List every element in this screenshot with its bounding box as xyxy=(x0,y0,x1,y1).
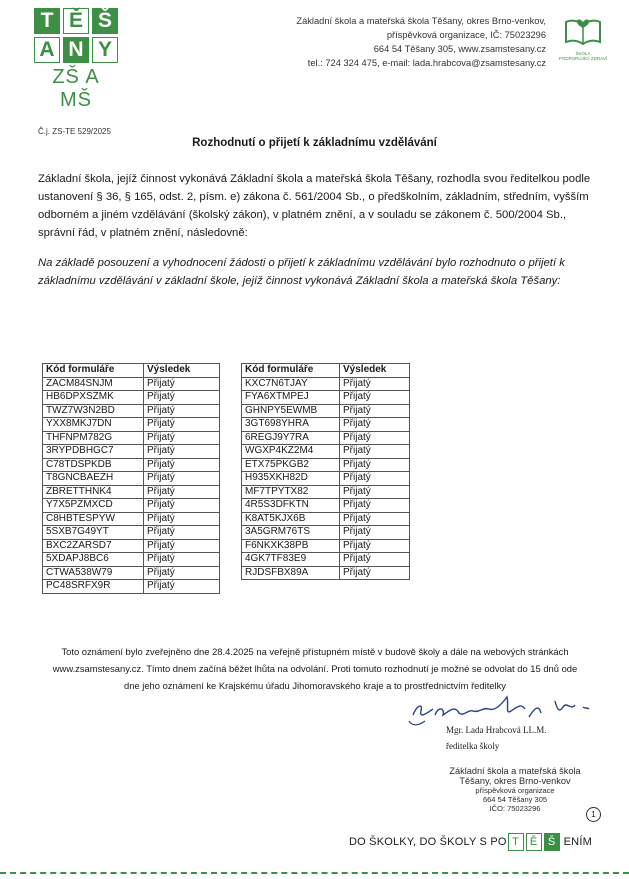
form-code-cell: WGXP4KZ2M4 xyxy=(242,445,340,459)
results-table-right xyxy=(241,363,410,580)
form-code-cell: 5SXB7G49YT xyxy=(43,526,144,540)
result-cell: Přijatý xyxy=(340,445,410,459)
signer-role: ředitelka školy xyxy=(446,741,500,751)
footer-divider xyxy=(0,872,629,874)
table-row xyxy=(242,553,410,567)
form-code-cell: KXC7N6TJAY xyxy=(242,377,340,391)
signer-name: Mgr. Lada Hrabcová LL.M. xyxy=(446,725,547,735)
table-row xyxy=(43,526,220,540)
healthy-caption: PODPORUJÍCÍ ZDRAVÍ xyxy=(558,56,608,61)
form-code-cell: C78TDSPKDB xyxy=(43,458,144,472)
form-code-cell: ETX75PKGB2 xyxy=(242,458,340,472)
form-code-cell: THFNPM782G xyxy=(43,431,144,445)
form-code-cell: PC48SRFX9R xyxy=(43,580,144,594)
header-line: příspěvková organizace, IČ: 75023296 xyxy=(386,30,546,40)
form-code-cell: RJDSFBX89A xyxy=(242,566,340,580)
result-cell: Přijatý xyxy=(340,458,410,472)
results-table-left xyxy=(42,363,220,594)
result-cell: Přijatý xyxy=(144,553,220,567)
table-row xyxy=(242,391,410,405)
result-cell: Přijatý xyxy=(340,553,410,567)
result-cell: Přijatý xyxy=(144,431,220,445)
result-cell: Přijatý xyxy=(144,404,220,418)
book-icon xyxy=(563,18,603,46)
logo-letter: T xyxy=(34,8,60,34)
reference-number: Č.j. ZS-TE 529/2025 xyxy=(38,127,111,136)
table-row xyxy=(43,580,220,594)
table-row xyxy=(43,566,220,580)
table-row xyxy=(43,553,220,567)
form-code-cell: F6NKXK38PB xyxy=(242,539,340,553)
form-code-cell: K8AT5KJX6B xyxy=(242,512,340,526)
result-cell: Přijatý xyxy=(144,485,220,499)
logo-letter: N xyxy=(63,37,89,63)
school-logo xyxy=(34,8,118,66)
form-code-cell: T8GNCBAEZH xyxy=(43,472,144,486)
result-cell: Přijatý xyxy=(144,458,220,472)
table-row xyxy=(242,404,410,418)
stamp-number: 1 xyxy=(586,807,601,822)
form-code-cell: H935XKH82D xyxy=(242,472,340,486)
table-row xyxy=(242,431,410,445)
table-row xyxy=(43,418,220,432)
form-code-cell: 6REGJ9Y7RA xyxy=(242,431,340,445)
form-code-cell: C8HBTESPYW xyxy=(43,512,144,526)
table-row xyxy=(242,458,410,472)
form-code-cell: 3A5GRM76TS xyxy=(242,526,340,540)
table-row xyxy=(242,472,410,486)
result-cell: Přijatý xyxy=(340,485,410,499)
decision-statement: Na základě posouzení a vyhodnocení žádosti o přijetí k základnímu vzdělávání bylo rozhodnuto o přijetí k základnímu vzdělávání v základní škole, jejíž činnost vykonává Základní škola a mateřská škola Těšany: xyxy=(38,257,565,287)
form-code-cell: 5XDAPJ8BC6 xyxy=(43,553,144,567)
slogan-letter: Š xyxy=(544,833,560,851)
publication-notice: Toto oznámení bylo zveřejněno dne 28.4.2025 na veřejně přístupném místě v budově školy a dále na webových stránkách www.zsamstesany.cz. Tímto dnem začíná běžet lhůta na odvolání. Proti tomuto rozhodnutí je možné se odvolat do 15 dnů ode dne jeho oznámení ke Krajskému úřadu Jihomoravského kraje a to prostřednictvím ředitelky xyxy=(52,646,578,691)
header-line: 664 54 Těšany 305, www.zsamstesany.cz xyxy=(373,44,546,54)
result-cell: Přijatý xyxy=(340,539,410,553)
logo-letter: Y xyxy=(92,37,118,63)
table-row xyxy=(242,377,410,391)
table-row xyxy=(43,472,220,486)
form-code-cell: 4R5S3DFKTN xyxy=(242,499,340,513)
stamp-line: IČO: 75023296 xyxy=(489,804,541,813)
stamp-line: Těšany, okres Brno-venkov xyxy=(459,776,571,786)
slogan-suffix: ENÍM xyxy=(563,836,592,848)
column-header-result: Výsledek xyxy=(144,364,220,378)
form-code-cell: ZBRETTHNK4 xyxy=(43,485,144,499)
footer-slogan xyxy=(349,833,592,851)
form-code-cell: GHNPY5EWMB xyxy=(242,404,340,418)
table-row xyxy=(43,391,220,405)
form-code-cell: BXC2ZARSD7 xyxy=(43,539,144,553)
form-code-cell: CTWA538W79 xyxy=(43,566,144,580)
form-code-cell: Y7X5PZMXCD xyxy=(43,499,144,513)
document-title: Rozhodnutí o přijetí k základnímu vzdělávání xyxy=(192,137,437,149)
result-cell: Přijatý xyxy=(144,512,220,526)
table-row xyxy=(43,485,220,499)
decision-paragraph: Základní škola, jejíž činnost vykonává Základní škola a mateřská škola Těšany, rozhodla svou ředitelkou podle ustanovení § 36, § 165, odst. 2, písm. e) zákona č. 561/2004 Sb., o předškolním, základním, středním, vyšším odborném a jiném vzdělávání (školský zákon), v platném znění, a v souladu se zákonem č. 500/2004 Sb., správní řád, v platném znění, následovně: xyxy=(38,173,591,239)
school-header xyxy=(262,14,546,70)
result-cell: Přijatý xyxy=(340,499,410,513)
table-row xyxy=(242,566,410,580)
stamp-line: příspěvková organizace xyxy=(475,786,555,795)
slogan-letter: Ě xyxy=(526,833,542,851)
result-cell: Přijatý xyxy=(340,512,410,526)
column-header-code: Kód formuláře xyxy=(43,364,144,378)
table-row xyxy=(43,499,220,513)
result-cell: Přijatý xyxy=(144,526,220,540)
table-row xyxy=(43,539,220,553)
result-cell: Přijatý xyxy=(144,472,220,486)
table-row xyxy=(43,458,220,472)
table-row xyxy=(43,512,220,526)
logo-letter: Ě xyxy=(63,8,89,34)
form-code-cell: 4GK7TF83E9 xyxy=(242,553,340,567)
form-code-cell: YXX8MKJ7DN xyxy=(43,418,144,432)
healthy-caption: ŠKOLA xyxy=(575,51,591,56)
form-code-cell: TWZ7W3N2BD xyxy=(43,404,144,418)
table-row xyxy=(242,526,410,540)
result-cell: Přijatý xyxy=(144,539,220,553)
table-header-row xyxy=(242,364,410,378)
table-row xyxy=(242,445,410,459)
table-header-row xyxy=(43,364,220,378)
table-row xyxy=(43,377,220,391)
table-row xyxy=(242,485,410,499)
result-cell: Přijatý xyxy=(144,580,220,594)
column-header-code: Kód formuláře xyxy=(242,364,340,378)
table-row xyxy=(43,404,220,418)
healthy-school-logo xyxy=(557,18,609,61)
table-row xyxy=(242,499,410,513)
result-cell: Přijatý xyxy=(144,499,220,513)
stamp-line: Základní škola a mateřská škola xyxy=(449,766,581,776)
result-cell: Přijatý xyxy=(340,566,410,580)
form-code-cell: ZACM84SNJM xyxy=(43,377,144,391)
stamp-line: 664 54 Těšany 305 xyxy=(482,795,548,804)
result-cell: Přijatý xyxy=(340,418,410,432)
signature-block xyxy=(446,722,546,754)
result-cell: Přijatý xyxy=(144,418,220,432)
form-code-cell: HB6DPXSZMK xyxy=(43,391,144,405)
column-header-result: Výsledek xyxy=(340,364,410,378)
result-cell: Přijatý xyxy=(144,445,220,459)
header-line: tel.: 724 324 475, e-mail: lada.hrabcova@zsamstesany.cz xyxy=(307,58,546,68)
form-code-cell: FYA6XTMPEJ xyxy=(242,391,340,405)
table-row xyxy=(43,445,220,459)
table-row xyxy=(242,512,410,526)
result-cell: Přijatý xyxy=(144,391,220,405)
table-row xyxy=(43,431,220,445)
slogan-letter: T xyxy=(508,833,524,851)
header-line: Základní škola a mateřská škola Těšany, okres Brno-venkov, xyxy=(296,16,546,26)
logo-subtitle: ZŠ A MŠ xyxy=(52,66,100,111)
school-stamp xyxy=(430,766,600,813)
result-cell: Přijatý xyxy=(340,377,410,391)
result-cell: Přijatý xyxy=(340,404,410,418)
table-row xyxy=(242,539,410,553)
table-row xyxy=(242,418,410,432)
slogan-prefix: DO ŠKOLKY, DO ŠKOLY S PO xyxy=(349,836,507,848)
result-cell: Přijatý xyxy=(340,431,410,445)
result-cell: Přijatý xyxy=(144,566,220,580)
form-code-cell: 3GT698YHRA xyxy=(242,418,340,432)
logo-letter: Š xyxy=(92,8,118,34)
form-code-cell: MF7TPYTX82 xyxy=(242,485,340,499)
result-cell: Přijatý xyxy=(340,472,410,486)
form-code-cell: 3RYPDBHGC7 xyxy=(43,445,144,459)
logo-letter: A xyxy=(34,37,60,63)
result-cell: Přijatý xyxy=(340,526,410,540)
result-cell: Přijatý xyxy=(340,391,410,405)
result-cell: Přijatý xyxy=(144,377,220,391)
